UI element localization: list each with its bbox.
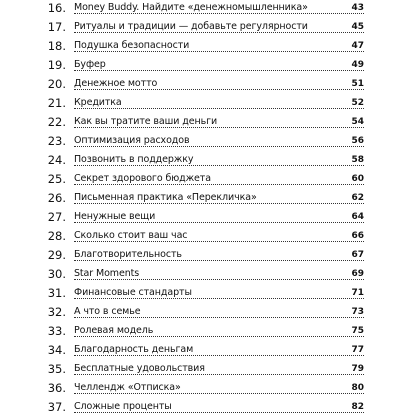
dotted-leader — [74, 374, 364, 375]
dotted-leader — [74, 127, 364, 128]
entry-page: 45 — [351, 22, 364, 32]
entry-number: 35. — [47, 362, 66, 376]
entry-title: А что в семье — [74, 306, 141, 317]
entry-number: 30. — [47, 267, 66, 281]
entry-number: 16. — [47, 1, 66, 15]
dotted-leader — [74, 355, 364, 356]
toc-entry[interactable] — [0, 172, 420, 192]
dotted-leader — [74, 298, 364, 299]
toc-entry[interactable] — [0, 229, 420, 249]
entry-page: 71 — [351, 288, 364, 298]
entry-title: Челлендж «Отписка» — [74, 382, 181, 393]
entry-page: 49 — [351, 60, 364, 70]
toc-entry[interactable] — [0, 134, 420, 154]
dotted-leader — [74, 146, 364, 147]
entry-number: 37. — [47, 400, 66, 414]
entry-number: 26. — [47, 191, 66, 205]
entry-page: 77 — [351, 345, 364, 355]
dotted-leader — [74, 32, 364, 33]
entry-title: Секрет здорового бюджета — [74, 173, 211, 184]
entry-number: 32. — [47, 305, 66, 319]
entry-page: 73 — [351, 307, 364, 317]
entry-page: 66 — [351, 231, 364, 241]
entry-page: 43 — [351, 3, 364, 13]
entry-title: Буфер — [74, 59, 106, 70]
dotted-leader — [74, 241, 364, 242]
entry-page: 62 — [351, 193, 364, 203]
entry-number: 27. — [47, 210, 66, 224]
entry-title: Бесплатные удовольствия — [74, 363, 205, 374]
dotted-leader — [74, 336, 364, 337]
entry-number: 33. — [47, 324, 66, 338]
entry-page: 56 — [351, 136, 364, 146]
dotted-leader — [74, 222, 364, 223]
entry-title: Позвонить в поддержку — [74, 154, 194, 165]
entry-title: Благотворительность — [74, 249, 182, 260]
dotted-leader — [74, 260, 364, 261]
toc-entry[interactable] — [0, 77, 420, 97]
entry-number: 34. — [47, 343, 66, 357]
entry-number: 20. — [47, 77, 66, 91]
entry-title: Сколько стоит ваш час — [74, 230, 188, 241]
entry-number: 29. — [47, 248, 66, 262]
dotted-leader — [74, 89, 364, 90]
toc-entry[interactable] — [0, 153, 420, 173]
toc-entry[interactable] — [0, 210, 420, 230]
entry-number: 21. — [47, 96, 66, 110]
toc-entry[interactable] — [0, 191, 420, 211]
dotted-leader — [74, 412, 364, 413]
entry-title: Денежное мотто — [74, 78, 158, 89]
toc-entry[interactable] — [0, 248, 420, 268]
entry-page: 52 — [351, 98, 364, 108]
entry-title: Подушка безопасности — [74, 40, 190, 51]
dotted-leader — [74, 70, 364, 71]
entry-page: 82 — [351, 402, 364, 412]
entry-page: 67 — [351, 250, 364, 260]
dotted-leader — [74, 184, 364, 185]
entry-number: 17. — [47, 20, 66, 34]
toc-entry[interactable] — [0, 267, 420, 287]
entry-page: 64 — [351, 212, 364, 222]
toc-entry[interactable] — [0, 58, 420, 78]
entry-number: 28. — [47, 229, 66, 243]
entry-title: Как вы тратите ваши деньги — [74, 116, 218, 127]
entry-title: Ритуалы и традиции — добавьте регулярности — [74, 21, 308, 32]
entry-number: 31. — [47, 286, 66, 300]
entry-page: 79 — [351, 364, 364, 374]
entry-title: Кредитка — [74, 97, 122, 108]
toc-entry[interactable] — [0, 305, 420, 325]
entry-page: 47 — [351, 41, 364, 51]
entry-page: 60 — [351, 174, 364, 184]
dotted-leader — [74, 317, 364, 318]
entry-page: 51 — [351, 79, 364, 89]
entry-title: Финансовые стандарты — [74, 287, 192, 298]
toc-entry[interactable] — [0, 343, 420, 363]
entry-number: 19. — [47, 58, 66, 72]
entry-page: 75 — [351, 326, 364, 336]
entry-page: 69 — [351, 269, 364, 279]
entry-page: 54 — [351, 117, 364, 127]
entry-number: 18. — [47, 39, 66, 53]
dotted-leader — [74, 165, 364, 166]
dotted-leader — [74, 51, 364, 52]
toc-entry[interactable] — [0, 286, 420, 306]
entry-title: Благодарность деньгам — [74, 344, 194, 355]
toc-entry[interactable] — [0, 20, 420, 40]
toc-entry[interactable] — [0, 39, 420, 59]
dotted-leader — [74, 203, 364, 204]
entry-number: 24. — [47, 153, 66, 167]
entry-number: 25. — [47, 172, 66, 186]
toc-entry[interactable] — [0, 362, 420, 382]
entry-title: Сложные проценты — [74, 401, 172, 412]
entry-page: 58 — [351, 155, 364, 165]
entry-number: 23. — [47, 134, 66, 148]
dotted-leader — [74, 13, 364, 14]
entry-number: 22. — [47, 115, 66, 129]
entry-title: Money Buddy. Найдите «денежномышленника» — [74, 2, 308, 13]
toc-entry[interactable] — [0, 324, 420, 344]
entry-title: Ролевая модель — [74, 325, 154, 336]
entry-title: Star Moments — [74, 268, 140, 279]
toc-entry[interactable] — [0, 400, 420, 420]
toc-entry[interactable] — [0, 1, 420, 21]
entry-title: Оптимизация расходов — [74, 135, 190, 146]
entry-title: Письменная практика «Перекличка» — [74, 192, 257, 203]
dotted-leader — [74, 108, 364, 109]
dotted-leader — [74, 279, 364, 280]
entry-title: Ненужные вещи — [74, 211, 156, 222]
entry-number: 36. — [47, 381, 66, 395]
toc-entry[interactable] — [0, 96, 420, 116]
toc-entry[interactable] — [0, 381, 420, 401]
toc-entry[interactable] — [0, 115, 420, 135]
dotted-leader — [74, 393, 364, 394]
entry-page: 80 — [351, 383, 364, 393]
